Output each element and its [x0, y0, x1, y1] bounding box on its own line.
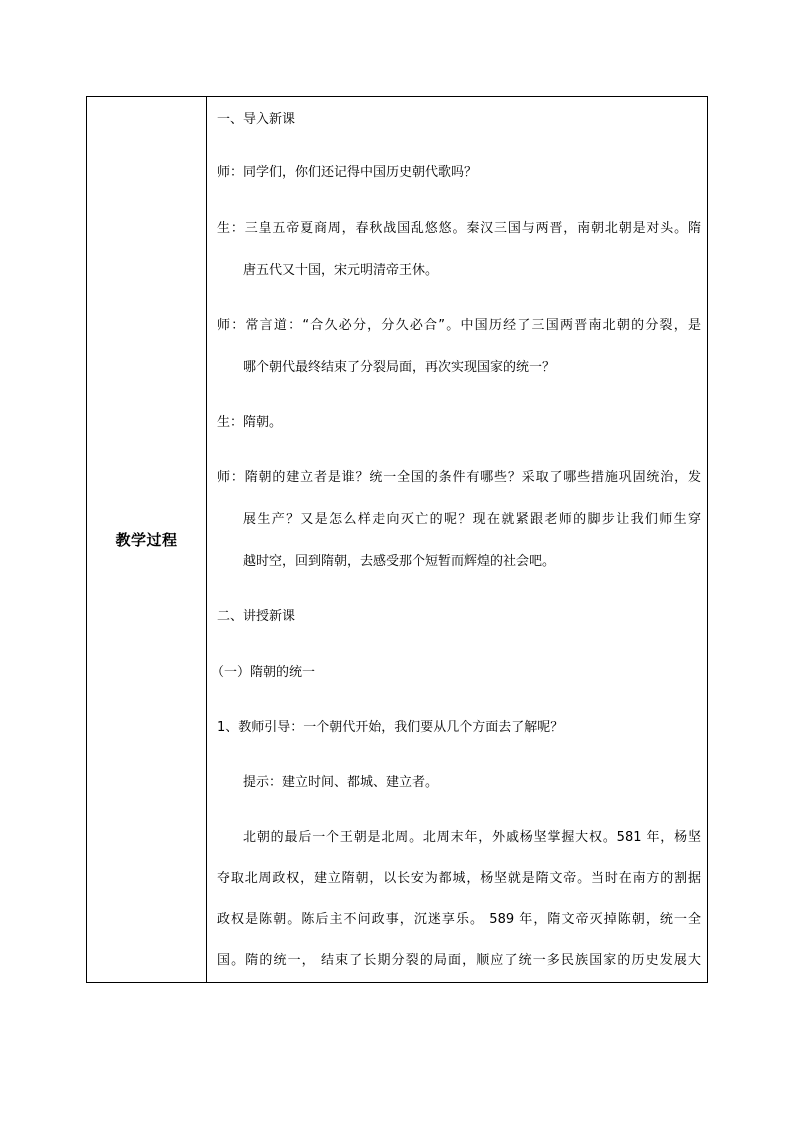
teacher-line-continued: 展生产？又是怎么样走向灭亡的呢？现在就紧跟老师的脚步让我们师生穿	[243, 512, 701, 527]
student-line: 生：隋朝。	[217, 415, 283, 430]
teacher-guidance: 1、教师引导：一个朝代开始，我们要从几个方面去了解呢？	[217, 720, 564, 735]
body-paragraph-line: 夺取北周政权，建立隋朝，以长安为都城，杨坚就是隋文帝。当时在南方的割据	[217, 871, 701, 886]
body-paragraph-line: 政权是陈朝。陈后主不问政事，沉迷享乐。 589 年，隋文帝灭掉陈朝，统一全	[217, 912, 701, 927]
hint-line: 提示：建立时间、都城、建立者。	[243, 775, 439, 790]
body-paragraph-line: 国。隋的统一， 结束了长期分裂的局面，顺应了统一多民族国家的历史发展大	[217, 953, 701, 968]
subheading-sui-unification: （一）隋朝的统一	[211, 665, 316, 680]
heading-introduce-new-lesson: 一、导入新课	[217, 112, 296, 127]
lesson-plan-table	[86, 96, 708, 983]
teacher-line-continued: 哪个朝代最终结束了分裂局面，再次实现国家的统一？	[243, 360, 556, 375]
section-label-cell	[87, 97, 207, 982]
student-line-continued: 唐五代又十国，宋元明清帝王休。	[243, 263, 439, 278]
teacher-line: 师：隋朝的建立者是谁？统一全国的条件有哪些？采取了哪些措施巩固统治，发	[217, 470, 701, 485]
body-paragraph-line: 北朝的最后一个王朝是北周。北周末年，外戚杨坚掌握大权。581 年，杨坚	[243, 830, 701, 845]
student-line: 生：三皇五帝夏商周，春秋战国乱悠悠。秦汉三国与两晋，南朝北朝是对头。隋	[217, 221, 701, 236]
content-cell	[207, 97, 707, 982]
teacher-line: 师：同学们，你们还记得中国历史朝代歌吗？	[217, 165, 478, 180]
section-label: 教学过程	[115, 531, 178, 549]
teacher-line-continued: 越时空，回到隋朝，去感受那个短暂而辉煌的社会吧。	[243, 554, 556, 569]
teacher-line: 师：常言道：“合久必分，分久必合”。中国历经了三国两晋南北朝的分裂，是	[217, 318, 701, 333]
heading-teach-new-lesson: 二、讲授新课	[217, 609, 296, 624]
